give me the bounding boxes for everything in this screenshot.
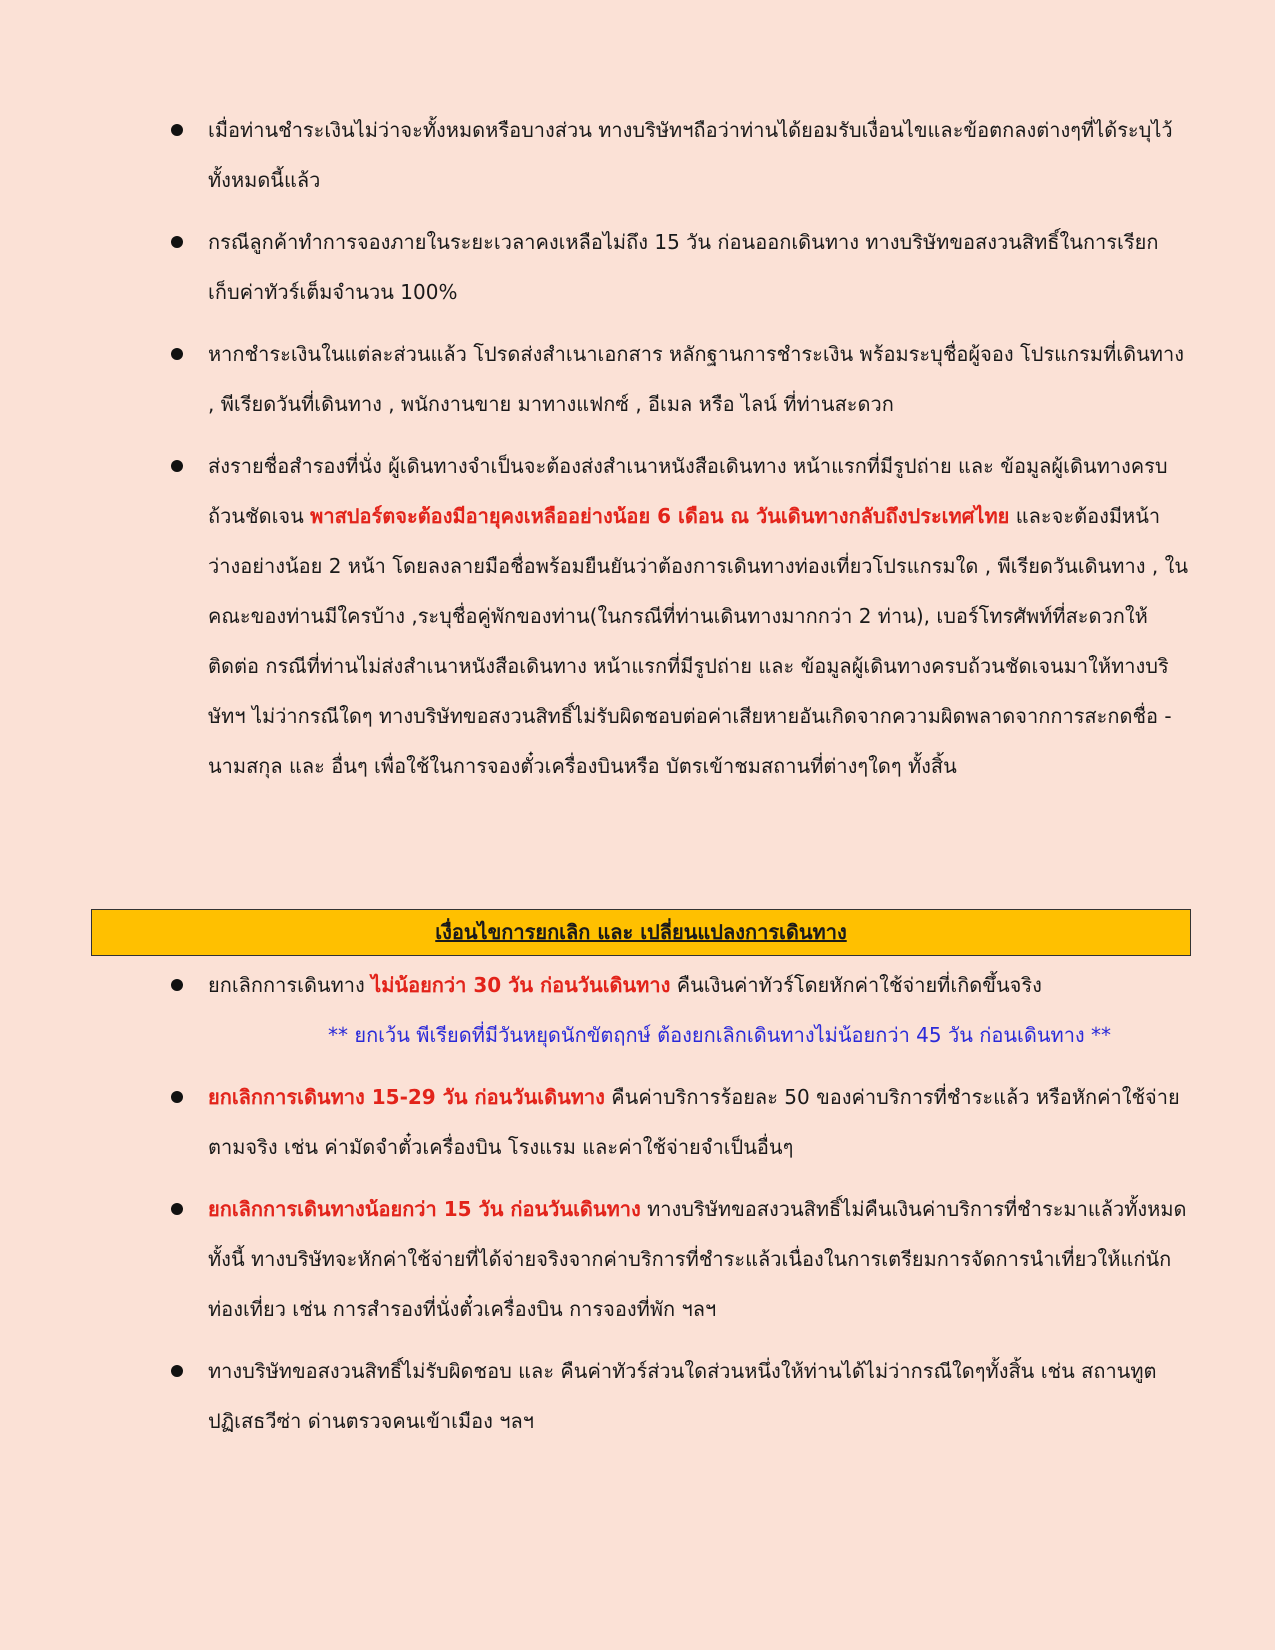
- item-text-continued: คืนเงินค่าทัวร์โดยหักค่าใช้จ่ายที่เกิดขึ้นจริง: [670, 973, 1042, 997]
- cancel-30-days-highlight: ไม่น้อยกว่า 30 วัน ก่อนวันเดินทาง: [371, 973, 671, 997]
- list-item: [168, 217, 1188, 317]
- item-text: ทางบริษัทขอสงวนสิทธิ์ไม่รับผิดชอบ และ คืนค่าทัวร์ส่วนใดส่วนหนึ่งให้ท่านได้ไม่ว่ากรณีใดๆทั้งสิ้น เช่น สถานทูตปฏิเสธวีซ่า ด่านตรวจคนเข้าเมือง ฯลฯ: [208, 1359, 1157, 1433]
- item-text: ทางบริษัทขอสงวนสิทธิ์ไม่คืนเงินค่าบริการที่ชำระมาแล้วทั้งหมดทั้งนี้ ทางบริษัทจะหักค่าใช้จ่ายที่ได้จ่ายจริงจากค่าบริการที่ชำระแล้วเนื่องในการเตรียมการจัดการนำเที่ยวให้แก่นักท่องเที่ยว เช่น การสำรองที่นั่งตั๋วเครื่องบิน การจองที่พัก ฯลฯ: [208, 1197, 1187, 1321]
- holiday-exception-note: ** ยกเว้น พีเรียดที่มีวันหยุดนักขัตฤกษ์ ต้องยกเลิกเดินทางไม่น้อยกว่า 45 วัน ก่อนเดินทาง **: [328, 1023, 1112, 1047]
- list-item: [168, 329, 1188, 429]
- item-text: ส่งรายชื่อสำรองที่นั่ง ผู้เดินทางจำเป็นจะต้องส่งสำเนาหนังสือเดินทาง หน้าแรกที่มีรูปถ่าย และ ข้อมูลผู้เดินทางครบถ้วนชัดเจน: [208, 454, 1168, 528]
- item-text: กรณีลูกค้าทำการจองภายในระยะเวลาคงเหลือไม่ถึง 15 วัน ก่อนออกเดินทาง ทางบริษัทขอสงวนสิทธิ์ในการเรียกเก็บค่าทัวร์เต็มจำนวน 100%: [208, 230, 1159, 304]
- bullet-icon: [171, 1091, 183, 1103]
- item-text-continued: และจะต้องมีหน้าว่างอย่างน้อย 2 หน้า โดยลงลายมือชื่อพร้อมยืนยันว่าต้องการเดินทางท่องเที่ยวโปรแกรมใด , พีเรียดวันเดินทาง , ในคณะของท่านมีใครบ้าง ,ระบุชื่อคู่พักของท่าน(ในกรณีที่ท่านเดินทางมากกว่า 2 ท่าน), เบอร์โทรศัพท์ที่สะดวกให้ติดต่อ กรณีที่ท่านไม่ส่งสำเนาหนังสือเดินทาง หน้าแรกที่มีรูปถ่าย และ ข้อมูลผู้เดินทางครบถ้วนชัดเจนมาให้ทางบริษัทฯ ไม่ว่ากรณีใดๆ ทางบริษัทขอสงวนสิทธิ์ไม่รับผิดชอบต่อค่าเสียหายอันเกิดจากความผิดพลาดจากการสะกดชื่อ - นามสกุล และ อื่นๆ เพื่อใช้ในการจองตั๋วเครื่องบินหรือ บัตรเข้าชมสถานที่ต่างๆใดๆ ทั้งสิ้น: [208, 504, 1188, 778]
- bullet-icon: [171, 124, 183, 136]
- item-text: เมื่อท่านชำระเงินไม่ว่าจะทั้งหมดหรือบางส่วน ทางบริษัทฯถือว่าท่านได้ยอมรับเงื่อนไขและข้อตกลงต่างๆที่ได้ระบุไว้ทั้งหมดนี้แล้ว: [208, 118, 1173, 192]
- list-item: [168, 1184, 1188, 1334]
- item-text: คืนค่าบริการร้อยละ 50 ของค่าบริการที่ชำระแล้ว หรือหักค่าใช้จ่ายตามจริง เช่น ค่ามัดจำตั๋วเครื่องบิน โรงแรม และค่าใช้จ่ายจำเป็นอื่นๆ: [208, 1085, 1180, 1159]
- cancellation-section-header: เงื่อนไขการยกเลิก และ เปลี่ยนแปลงการเดินทาง: [91, 909, 1191, 956]
- list-item: [168, 1346, 1188, 1446]
- list-item: [168, 105, 1188, 205]
- list-item-passport: [168, 441, 1188, 791]
- bullet-icon: [171, 1365, 183, 1377]
- list-item: [168, 960, 1188, 1060]
- bullet-icon: [171, 460, 183, 472]
- bullet-icon: [171, 236, 183, 248]
- item-text: ยกเลิกการเดินทาง: [208, 973, 372, 997]
- cancellation-list: [168, 960, 1188, 1458]
- bullet-icon: [171, 348, 183, 360]
- cancel-under-15-days-highlight: ยกเลิกการเดินทางน้อยกว่า 15 วัน ก่อนวันเดินทาง: [208, 1197, 641, 1221]
- passport-validity-highlight: พาสปอร์ตจะต้องมีอายุคงเหลืออย่างน้อย 6 เดือน ณ วันเดินทางกลับถึงประเทศไทย: [310, 504, 1010, 528]
- cancel-15-29-days-highlight: ยกเลิกการเดินทาง 15-29 วัน ก่อนวันเดินทาง: [208, 1085, 605, 1109]
- bullet-icon: [171, 1203, 183, 1215]
- list-item: [168, 1072, 1188, 1172]
- conditions-list: [168, 105, 1188, 803]
- bullet-icon: [171, 979, 183, 991]
- item-text: หากชำระเงินในแต่ละส่วนแล้ว โปรดส่งสำเนาเอกสาร หลักฐานการชำระเงิน พร้อมระบุชื่อผู้จอง โปรแกรมที่เดินทาง , พีเรียดวันที่เดินทาง , พนักงานขาย มาทางแฟกซ์ , อีเมล หรือ ไลน์ ที่ท่านสะดวก: [208, 342, 1184, 416]
